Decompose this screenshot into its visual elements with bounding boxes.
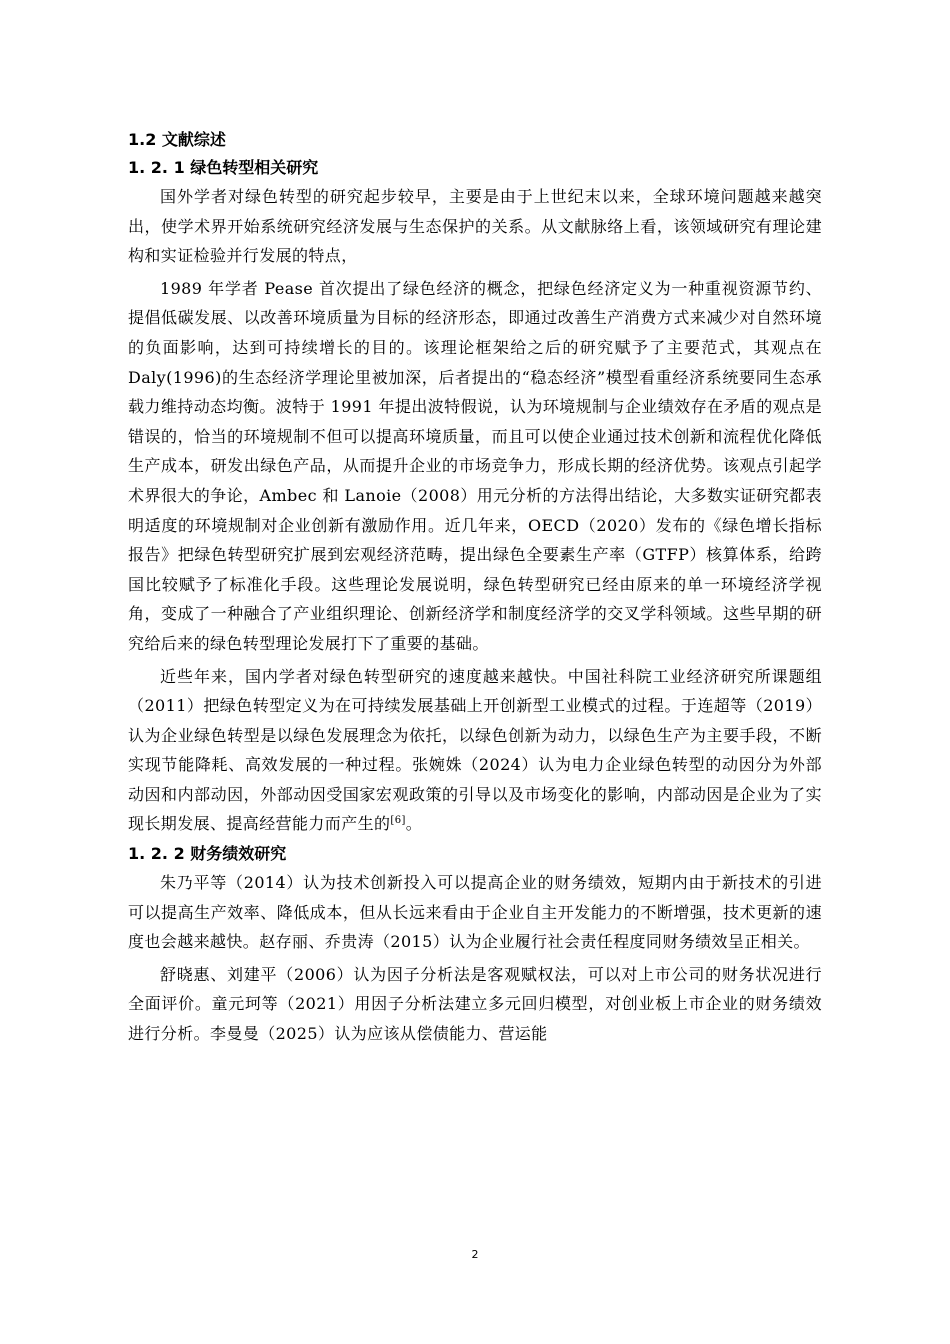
page-body	[128, 128, 822, 1052]
paragraph-factor-analysis: 舒晓惠、刘建平（2006）认为因子分析法是客观赋权法，可以对上市公司的财务状况进行全面评价。童元珂等（2021）用因子分析法建立多元回归模型，对创业板上市企业的财务绩效进行分析。李曼曼（2025）认为应该从偿债能力、营运能	[128, 964, 822, 1044]
page-number: 2	[471, 1248, 479, 1261]
paragraph-theory-development: 1989 年学者 Pease 首次提出了绿色经济的概念，把绿色经济定义为一种重视资源节约、提倡低碳发展、以改善环境质量为目标的经济形态，即通过改善生产消费方式来减少对自然环境的负面影响，达到可持续增长的目的。该理论框架给之后的研究赋予了主要范式，其观点在 Daly(1996)的生态经济学理论里被加深，后者提出的“稳态经济”模型看重经济系统要同生态承载力维持动态均衡。波特于 1991 年提出波特假说，认为环境规制与企业绩效存在矛盾的观点是错误的，恰当的环境规制不但可以提高环境质量，而且可以使企业通过技术创新和流程优化降低生产成本，研发出绿色产品，从而提升企业的市场竞争力，形成长期的经济优势。该观点引起学术界很大的争论，Ambec 和 Lanoie（2008）用元分析的方法得出结论，大多数实证研究都表明适度的环境规制对企业创新有激励作用。近几年来，OECD（2020）发布的《绿色增长指标报告》把绿色转型研究扩展到宏观经济范畴，提出绿色全要素生产率（GTFP）核算体系，给跨国比较赋予了标准化手段。这些理论发展说明，绿色转型研究已经由原来的单一环境经济学视角，变成了一种融合了产业组织理论、创新经济学和制度经济学的交叉学科领域。这些早期的研究给后来的绿色转型理论发展打下了重要的基础。	[128, 278, 822, 653]
paragraph-text: 近些年来，国内学者对绿色转型研究的速度越来越快。中国社科院工业经济研究所课题组（2011）把绿色转型定义为在可持续发展基础上开创新型工业模式的过程。于连超等（2019）认为企业绿色转型是以绿色发展理念为依托，以绿色创新为动力，以绿色生产为主要手段，不断实现节能降耗、高效发展的一种过程。张婉姝（2024）认为电力企业绿色转型的动因分为外部动因和内部动因，外部动因受国家宏观政策的引导以及市场变化的影响，内部动因是企业为了实现长期发展、提高经营能力而产生的	[128, 666, 822, 834]
subsection-heading-green-transformation: 1. 2. 1 绿色转型相关研究	[128, 158, 319, 177]
paragraph-end-punct: 。	[405, 814, 423, 834]
citation-marker: [6]	[390, 815, 406, 827]
subsection-heading-financial-performance: 1. 2. 2 财务绩效研究	[128, 844, 287, 864]
paragraph-foreign-research: 国外学者对绿色转型的研究起步较早，主要是由于上世纪末以来，全球环境问题越来越突出，使学术界开始系统研究经济发展与生态保护的关系。从文献脉络上看，该领域研究有理论建构和实证检验并行发展的特点，	[128, 187, 822, 266]
section-heading: 1.2 文献综述	[128, 130, 226, 149]
paragraph-tech-innovation: 朱乃平等（2014）认为技术创新投入可以提高企业的财务绩效，短期内由于新技术的引进可以提高生产效率、降低成本，但从长远来看由于企业自主开发能力的不断增强，技术更新的速度也会越来越快。赵存丽、乔贵涛（2015）认为企业履行社会责任程度同财务绩效呈正相关。	[128, 873, 822, 952]
paragraph-domestic-research	[128, 662, 822, 840]
